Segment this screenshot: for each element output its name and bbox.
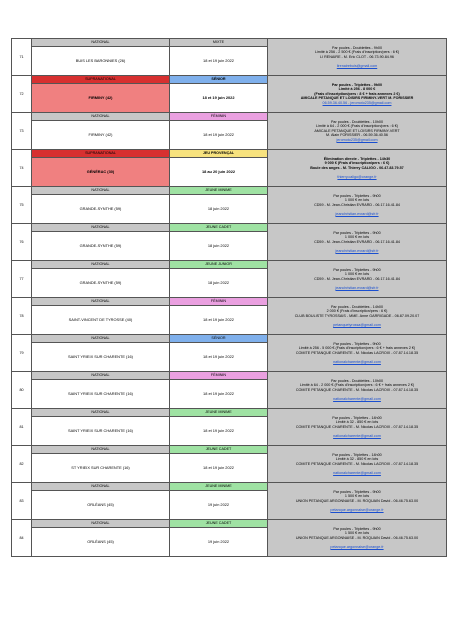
entry-category: JEUNE JUNIOR xyxy=(170,261,268,269)
entry-info xyxy=(268,150,447,187)
entry-date: 18 au 20 juin 2022 xyxy=(170,157,268,187)
entry-location: ST YRIEIX SUR CHARENTE (16) xyxy=(32,453,170,483)
entry-level: NATIONAL xyxy=(32,261,170,269)
entry-header-row xyxy=(12,483,447,491)
entry-header-row xyxy=(12,224,447,232)
entry-category: JEU PROVENÇAL xyxy=(170,150,268,158)
info-line: 1 500 € en lots xyxy=(344,494,370,499)
info-line: M. Alain FORISSIER - 06.59.36.40.56 xyxy=(326,133,388,138)
entry-location: ORLÉANS (45) xyxy=(32,490,170,520)
email-link[interactable]: petanque.argonnaise@orange.fr xyxy=(330,507,384,512)
entry-number: 74 xyxy=(12,150,32,187)
entry-info xyxy=(268,187,447,224)
entry-category: MIXTE xyxy=(170,39,268,47)
email-link[interactable]: jeanchristian.evrard@sfr.fr xyxy=(335,248,379,253)
entry-level: NATIONAL xyxy=(32,39,170,47)
entry-number: 75 xyxy=(12,187,32,224)
entry-header-row xyxy=(12,76,447,84)
entry-level: NATIONAL xyxy=(32,483,170,491)
entry-date: 18 et 19 juin 2022 xyxy=(170,46,268,76)
email-link[interactable]: lirenairebuis@gmail.com xyxy=(336,63,378,68)
entry-info xyxy=(268,520,447,557)
entry-level: NATIONAL xyxy=(32,335,170,343)
info-line: Par poules - Doublettes - 10h00 xyxy=(330,379,384,384)
entry-category: FÉMININ xyxy=(170,298,268,306)
info-line: Par poules - Triplettes - 14h00 xyxy=(332,453,382,458)
entry-date: 18 et 19 juin 2022 xyxy=(170,379,268,409)
entry-level: NATIONAL xyxy=(32,520,170,528)
entry-number: 84 xyxy=(12,520,32,557)
info-line: 9 000 € (Frais d'inscription/pers : 6 €) xyxy=(324,161,390,166)
info-line: Par poules - Doublettes - 14h00 xyxy=(330,305,384,310)
info-line: Limité à 32 - 850 € en lots xyxy=(335,457,379,462)
entry-location: SAINT-VINCENT DE TYROSSE (40) xyxy=(32,305,170,335)
entry-info xyxy=(268,113,447,150)
entry-info xyxy=(268,483,447,520)
info-line: Par poules - Triplettes - 9h00 xyxy=(333,231,381,236)
info-line: Limité à 32 - 850 € en lots xyxy=(335,420,379,425)
entry-date: 18 et 19 juin 2022 xyxy=(170,120,268,150)
info-line: (Frais d'inscription/pers : 8 € + frais annexes 2 €) xyxy=(314,91,400,96)
email-link[interactable]: petanque.argonnaise@orange.fr xyxy=(330,544,384,549)
entry-header-row xyxy=(12,261,447,269)
entry-number: 82 xyxy=(12,446,32,483)
entry-location: SAINT YRIEIX SUR CHARENTE (16) xyxy=(32,342,170,372)
entry-category: JEUNE CADET xyxy=(170,520,268,528)
entry-date: 18 juin 2022 xyxy=(170,194,268,224)
entry-location: FIRMINY (42) xyxy=(32,120,170,150)
entry-date: 18 juin 2022 xyxy=(170,231,268,261)
entry-info xyxy=(268,298,447,335)
entry-info xyxy=(268,224,447,261)
entry-location: GÉNÉRAC (30) xyxy=(32,157,170,187)
info-line: UNION PETANQUE ARGONNAISE - M. ROQUAIN David - 06.46.75.63.00 xyxy=(295,535,419,540)
entry-header-row xyxy=(12,372,447,380)
info-line: CD59 - M. Jean-Christian EVRARD - 06.17.16.41.84 xyxy=(314,202,400,207)
info-line: COMITE PETANQUE CHARENTE - M. Nicolas LACROIX - 07.87.14.18.35 xyxy=(295,350,419,355)
entry-date: 18 et 19 juin 2022 xyxy=(170,453,268,483)
info-line: Limité à 256 - 2 500 € (Frais d'inscription/pers : 6 €) xyxy=(314,50,400,55)
entry-number: 83 xyxy=(12,483,32,520)
entry-date: 18 juin 2022 xyxy=(170,268,268,298)
info-line: CD59 - M. Jean-Christian EVRARD - 06.17.16.41.84 xyxy=(314,276,400,281)
info-line: Limité à 64 - 2 000 € (Frais d'inscription/pers : 6 €) xyxy=(315,124,399,129)
entry-category: JEUNE CADET xyxy=(170,224,268,232)
entry-date: 18 et 19 juin 2022 xyxy=(170,342,268,372)
entry-number: 77 xyxy=(12,261,32,298)
entry-category: SÉNIOR xyxy=(170,335,268,343)
entry-category: SÉNIOR xyxy=(170,76,268,84)
email-link[interactable]: 06.59.36.40.56 - jeromoto235@gmail.com xyxy=(322,100,392,105)
info-line: COMITE PETANQUE CHARENTE - M. Nicolas LACROIX - 07.87.14.18.35 xyxy=(295,387,419,392)
info-line: COMITE PETANQUE CHARENTE - M. Nicolas LACROIX - 07.87.14.18.35 xyxy=(295,461,419,466)
email-link[interactable]: petanquetyrossa@gmail.com xyxy=(333,322,381,327)
entry-category: JEUNE MINIME xyxy=(170,187,268,195)
entry-number: 71 xyxy=(12,39,32,76)
entry-header-row xyxy=(12,446,447,454)
entry-level: NATIONAL xyxy=(32,224,170,232)
info-line: Par poules - Triplettes - 9h00 xyxy=(333,194,381,199)
entry-info xyxy=(268,39,447,76)
entry-level: SUPRANATIONAL xyxy=(32,150,170,158)
entry-location: SAINT YRIEIX SUR CHARENTE (16) xyxy=(32,416,170,446)
entry-level: NATIONAL xyxy=(32,298,170,306)
email-link[interactable]: jeanchristian.evrard@sfr.fr xyxy=(335,211,379,216)
entry-location: GRANDE-SYNTHE (59) xyxy=(32,194,170,224)
info-line: CLUB BOULISTE TYROSSAIS - MME. Anne GARRIGADE - 06.87.09.20.07 xyxy=(294,313,420,318)
entry-date: 18 et 19 juin 2022 xyxy=(170,83,268,113)
info-line: 1 000 € en lots xyxy=(344,235,370,240)
entry-header-row xyxy=(12,520,447,528)
info-line: 1 000 € en lots xyxy=(344,198,370,203)
info-line: Par poules - Doublettes - 9h00 xyxy=(331,46,382,51)
entry-info xyxy=(268,76,447,113)
entry-header-row xyxy=(12,187,447,195)
info-line: Par poules - Triplettes - 9h00 xyxy=(333,490,381,495)
info-line: Par poules - Triplettes - 9h00 xyxy=(333,342,381,347)
entry-header-row xyxy=(12,39,447,47)
info-line: UNION PETANQUE ARGONNAISE - M. ROQUAIN David - 06.46.75.63.00 xyxy=(295,498,419,503)
entry-number: 81 xyxy=(12,409,32,446)
info-line: COMITE PETANQUE CHARENTE - M. Nicolas LACROIX - 07.87.14.18.35 xyxy=(295,424,419,429)
entry-info xyxy=(268,409,447,446)
entry-category: JEUNE MINIME xyxy=(170,483,268,491)
info-line: CD59 - M. Jean-Christian EVRARD - 06.17.16.41.84 xyxy=(314,239,400,244)
entry-location: GRANDE-SYNTHE (59) xyxy=(32,231,170,261)
info-line: Élimination directe - Triplettes - 14h30 xyxy=(323,157,391,162)
entry-level: NATIONAL xyxy=(32,187,170,195)
info-line: AMICALE PETANQUE ET LOISIRS FIRMINY-VERT xyxy=(314,128,400,133)
entry-category: JEUNE MINIME xyxy=(170,409,268,417)
entry-level: NATIONAL xyxy=(32,372,170,380)
entry-header-row xyxy=(12,150,447,158)
email-link[interactable]: thierry.caligo@orange.fr xyxy=(337,174,377,179)
entry-category: FÉMININ xyxy=(170,113,268,121)
entry-info xyxy=(268,335,447,372)
info-line: Par poules - Doublettes - 10h00 xyxy=(330,120,384,125)
entry-location: BUIS LES BARONNIES (26) xyxy=(32,46,170,76)
info-line: 1 000 € en lots xyxy=(344,272,370,277)
info-line: 2 000 € (Frais d'inscription/pers : 6 €) xyxy=(326,309,388,314)
entry-level: NATIONAL xyxy=(32,446,170,454)
entry-info xyxy=(268,261,447,298)
email-link[interactable]: nationalcharente@gmail.com xyxy=(333,433,381,438)
entry-number: 73 xyxy=(12,113,32,150)
info-line: Limité à 64 - 2 000 € (Frais d'inscription/pers : 6 € + frais annexes 2 €) xyxy=(299,383,415,388)
info-line: 1 500 € en lots xyxy=(344,531,370,536)
entry-level: NATIONAL xyxy=(32,113,170,121)
entry-category: JEUNE CADET xyxy=(170,446,268,454)
entry-header-row xyxy=(12,335,447,343)
email-link[interactable]: nationalcharente@gmail.com xyxy=(333,396,381,401)
entry-location: ORLÉANS (45) xyxy=(32,527,170,557)
entry-location: FIRMINY (42) xyxy=(32,83,170,113)
entry-date: 18 et 19 juin 2022 xyxy=(170,416,268,446)
info-line: Par poules - Triplettes - 9h00 xyxy=(333,268,381,273)
email-link[interactable]: nationalcharente@gmail.com xyxy=(333,470,381,475)
entry-number: 80 xyxy=(12,372,32,409)
entry-header-row xyxy=(12,113,447,121)
entry-level: NATIONAL xyxy=(32,409,170,417)
entry-number: 76 xyxy=(12,224,32,261)
info-line: Boule des anges - M. Thierry CALIGO - 06.47.83.79.57 xyxy=(310,165,404,170)
info-line: Par poules - Triplettes - 14h00 xyxy=(332,416,382,421)
entry-location: SAINT YRIEIX SUR CHARENTE (16) xyxy=(32,379,170,409)
info-line: AMICALE PETANQUE ET LOISIRS FIRMINY-VERT M. FORISSIER xyxy=(300,96,414,101)
entry-header-row xyxy=(12,298,447,306)
entry-date: 19 juin 2022 xyxy=(170,490,268,520)
entry-level: SUPRANATIONAL xyxy=(32,76,170,84)
entry-header-row xyxy=(12,409,447,417)
info-line: Par poules - Triplettes - 9h00 xyxy=(333,527,381,532)
entry-category: FÉMININ xyxy=(170,372,268,380)
entry-date: 19 juin 2022 xyxy=(170,527,268,557)
entry-date: 18 et 19 juin 2022 xyxy=(170,305,268,335)
info-line: LI RENAIRE - M. Eric CLOT - 06.73.90.84.96 xyxy=(320,54,394,59)
entry-number: 79 xyxy=(12,335,32,372)
info-line: Limité à 256 - 8 000 € xyxy=(338,87,376,92)
entry-info xyxy=(268,372,447,409)
entry-number: 72 xyxy=(12,76,32,113)
entry-info xyxy=(268,446,447,483)
entry-location: GRANDE-SYNTHE (59) xyxy=(32,268,170,298)
email-link[interactable]: nationalcharente@gmail.com xyxy=(333,359,381,364)
email-link[interactable]: jeanchristian.evrard@sfr.fr xyxy=(335,285,379,290)
competition-table xyxy=(11,38,447,557)
email-link[interactable]: jeromoto235@gmail.com xyxy=(336,137,378,142)
info-line: Par poules - Triplettes - 9h00 xyxy=(331,83,383,88)
entry-number: 78 xyxy=(12,298,32,335)
info-line: Limité à 256 - 5 000 € (Frais d'inscription/pers : 6 € + frais annexes 2 €) xyxy=(298,346,416,351)
